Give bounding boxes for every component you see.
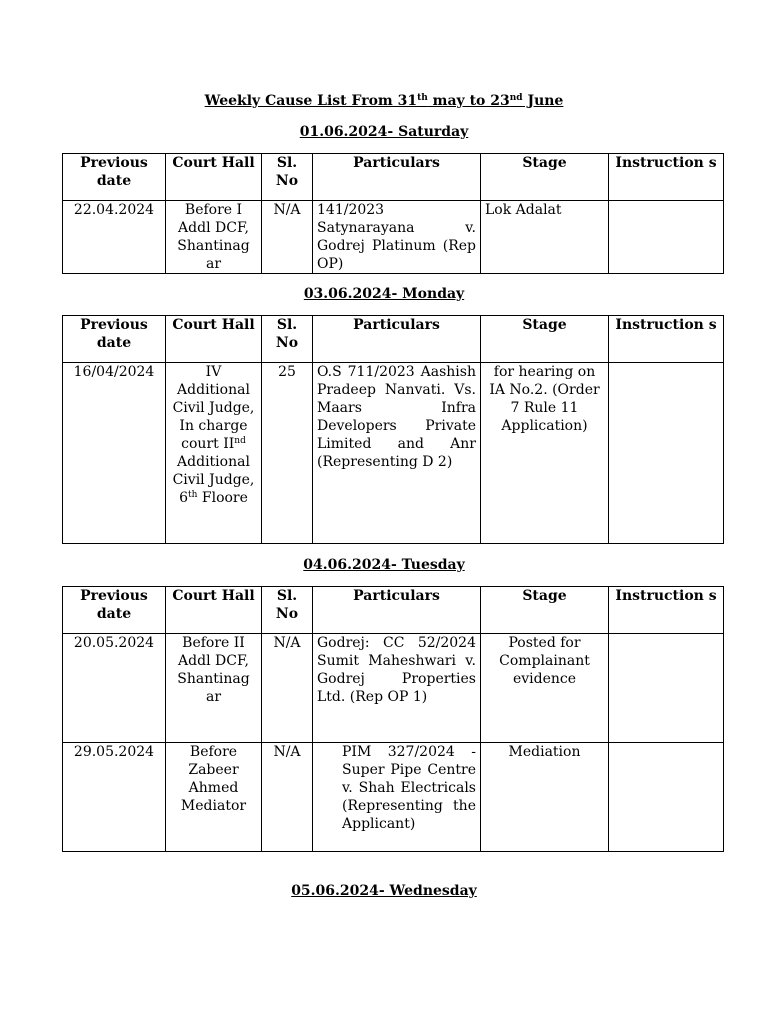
header-court-hall: Court Hall xyxy=(166,587,262,634)
title-text-part: may to 23 xyxy=(427,93,510,109)
cell-court-hall: Before II Addl DCF, Shantinag ar xyxy=(166,634,262,743)
cell-stage: Lok Adalat xyxy=(481,201,609,274)
cell-stage: Mediation xyxy=(481,743,609,852)
cell-previous-date: 16/04/2024 xyxy=(63,363,166,544)
court-hall-text: Additional Civil Judge, 6 xyxy=(172,454,255,506)
header-particulars: Particulars xyxy=(313,587,481,634)
court-hall-text: Floore xyxy=(197,490,248,506)
header-particulars: Particulars xyxy=(313,316,481,363)
cell-previous-date: 29.05.2024 xyxy=(63,743,166,852)
header-court-hall: Court Hall xyxy=(166,316,262,363)
court-hall-superscript: nd xyxy=(234,436,246,446)
title-superscript: th xyxy=(417,93,428,103)
header-stage: Stage xyxy=(481,587,609,634)
header-stage: Stage xyxy=(481,154,609,201)
section-heading-wednesday: 05.06.2024- Wednesday xyxy=(291,883,477,899)
header-sl-no: Sl. No xyxy=(262,587,313,634)
header-sl-no: Sl. No xyxy=(262,154,313,201)
cause-table-saturday xyxy=(62,153,724,274)
cause-table-monday xyxy=(62,315,724,544)
cell-instructions xyxy=(609,363,724,544)
header-instructions: Instruction s xyxy=(609,154,724,201)
cell-previous-date: 20.05.2024 xyxy=(63,634,166,743)
table-header-row xyxy=(63,154,724,201)
cell-stage: Posted for Complainant evidence xyxy=(481,634,609,743)
cell-particulars: Godrej: CC 52/2024 Sumit Maheshwari v. Godrej Properties Ltd. (Rep OP 1) xyxy=(313,634,481,743)
header-stage: Stage xyxy=(481,316,609,363)
header-previous-date: Previous date xyxy=(63,154,166,201)
cell-particulars: 141/2023 Satynarayana v. Godrej Platinum (Rep OP) xyxy=(313,201,481,274)
court-hall-superscript: th xyxy=(188,490,198,500)
cell-instructions xyxy=(609,201,724,274)
table-row xyxy=(63,201,724,274)
cell-sl-no: N/A xyxy=(262,201,313,274)
title-text-part: June xyxy=(522,93,564,109)
header-previous-date: Previous date xyxy=(63,316,166,363)
header-sl-no: Sl. No xyxy=(262,316,313,363)
cell-court-hall: Before I Addl DCF, Shantinag ar xyxy=(166,201,262,274)
table-row xyxy=(63,634,724,743)
cell-sl-no: N/A xyxy=(262,743,313,852)
header-previous-date: Previous date xyxy=(63,587,166,634)
table-row xyxy=(63,743,724,852)
table-header-row xyxy=(63,587,724,634)
cell-particulars: O.S 711/2023 Aashish Pradeep Nanvati. Vs. Maars Infra Developers Private Limited and Anr (Representing D 2) xyxy=(313,363,481,544)
table-row xyxy=(63,363,724,544)
court-hall-text: IV Additional Civil Judge, In charge court II xyxy=(172,364,255,452)
cell-court-hall xyxy=(166,363,262,544)
cell-particulars: PIM 327/2024 - Super Pipe Centre v. Shah Electricals (Representing the Applicant) xyxy=(313,743,481,852)
cell-sl-no: 25 xyxy=(262,363,313,544)
cell-instructions xyxy=(609,634,724,743)
cell-instructions xyxy=(609,743,724,852)
document-title xyxy=(0,93,768,109)
cell-sl-no: N/A xyxy=(262,634,313,743)
cause-table-tuesday xyxy=(62,586,724,852)
header-instructions: Instruction s xyxy=(609,587,724,634)
cell-stage: for hearing on IA No.2. (Order 7 Rule 11 Application) xyxy=(481,363,609,544)
title-superscript: nd xyxy=(509,93,523,103)
table-header-row xyxy=(63,316,724,363)
section-heading-saturday: 01.06.2024- Saturday xyxy=(299,124,469,140)
section-heading-monday: 03.06.2024- Monday xyxy=(303,286,465,302)
header-instructions: Instruction s xyxy=(609,316,724,363)
header-particulars: Particulars xyxy=(313,154,481,201)
header-court-hall: Court Hall xyxy=(166,154,262,201)
cell-court-hall: Before Zabeer Ahmed Mediator xyxy=(166,743,262,852)
cell-previous-date: 22.04.2024 xyxy=(63,201,166,274)
section-heading-tuesday: 04.06.2024- Tuesday xyxy=(303,557,465,573)
title-text-part: Weekly Cause List From 31 xyxy=(204,93,418,109)
